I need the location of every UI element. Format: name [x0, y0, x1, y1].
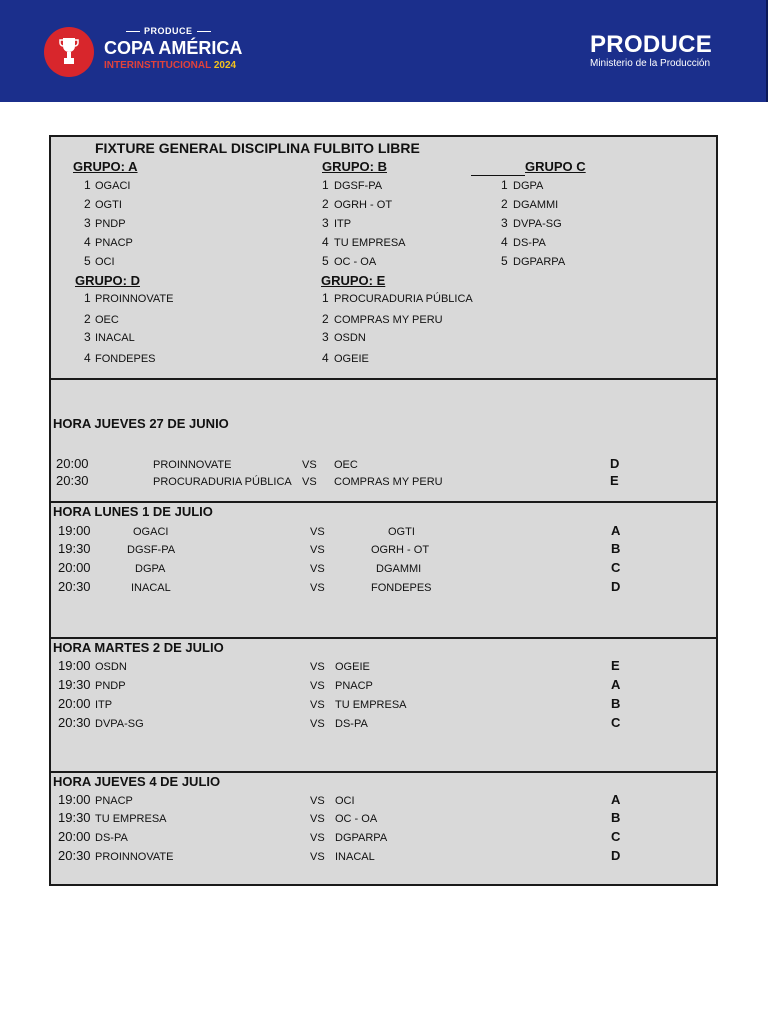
trophy-icon [59, 36, 79, 66]
match-home: DGPA [135, 563, 166, 575]
group-a-num-1: 1 [84, 178, 91, 192]
match-group: D [611, 579, 621, 594]
match-time: 19:30 [58, 810, 91, 825]
match-home: PROCURADURIA PÚBLICA [153, 476, 292, 488]
match-away: OGRH - OT [371, 544, 430, 556]
match-vs: VS [302, 459, 317, 471]
group-c-team-4: DS-PA [513, 237, 546, 249]
match-away: DGAMMI [376, 563, 422, 575]
group-c-team-1: DGPA [513, 180, 544, 192]
match-group: C [611, 560, 621, 575]
group-a-label: GRUPO: A [73, 159, 138, 174]
group-d-team-4: FONDEPES [95, 353, 156, 365]
group-c-num-4: 4 [501, 235, 508, 249]
match-home: PNDP [95, 680, 126, 692]
match-home: OSDN [95, 661, 127, 673]
group-e-team-3: OSDN [334, 332, 366, 344]
match-group: C [611, 829, 621, 844]
match-group: B [611, 696, 621, 711]
group-e-team-1: PROCURADURIA PÚBLICA [334, 293, 473, 305]
match-group: C [611, 715, 621, 730]
match-vs: VS [310, 563, 325, 575]
group-c-label: GRUPO C [525, 159, 586, 174]
fixture-title: FIXTURE GENERAL DISCIPLINA FULBITO LIBRE [95, 140, 420, 156]
day-title-jueves-4: HORA JUEVES 4 DE JULIO [53, 774, 221, 789]
match-away: PNACP [335, 680, 373, 692]
match-away: INACAL [335, 851, 375, 863]
group-e-num-2: 2 [322, 312, 329, 326]
group-b-num-2: 2 [322, 197, 329, 211]
group-a-num-3: 3 [84, 216, 91, 230]
group-a-num-2: 2 [84, 197, 91, 211]
match-away: TU EMPRESA [335, 699, 407, 711]
match-away: OC - OA [335, 813, 378, 825]
match-vs: VS [310, 699, 325, 711]
group-d-label: GRUPO: D [75, 273, 140, 288]
match-group: D [611, 848, 621, 863]
match-vs: VS [310, 526, 325, 538]
fixture-sheet [49, 135, 718, 886]
match-time: 20:30 [58, 848, 91, 863]
match-away: DGPARPA [335, 832, 388, 844]
group-e-num-3: 3 [322, 330, 329, 344]
match-home: DS-PA [95, 832, 128, 844]
group-b-team-2: OGRH - OT [334, 199, 393, 211]
match-home: PROINNOVATE [95, 851, 174, 863]
event-sub-text: INTERINSTITUCIONAL [104, 60, 212, 71]
group-d-num-3: 3 [84, 330, 91, 344]
match-home: PNACP [95, 795, 133, 807]
section-divider [49, 884, 718, 886]
group-c-team-5: DGPARPA [513, 256, 566, 268]
match-group: A [611, 677, 621, 692]
match-away: DS-PA [335, 718, 368, 730]
group-b-label: GRUPO: B [322, 159, 387, 174]
day-title-martes-2: HORA MARTES 2 DE JULIO [53, 640, 224, 655]
section-divider [49, 637, 718, 639]
match-home: TU EMPRESA [95, 813, 167, 825]
match-time: 19:30 [58, 541, 91, 556]
event-year: 2024 [213, 60, 237, 71]
group-e-num-4: 4 [322, 351, 329, 365]
event-top-label: PRODUCE [126, 26, 266, 36]
match-away: OGTI [388, 526, 415, 538]
match-group: B [611, 810, 621, 825]
match-time: 20:00 [56, 456, 89, 471]
match-time: 20:30 [58, 715, 91, 730]
match-vs: VS [310, 795, 325, 807]
section-divider [49, 771, 718, 773]
match-away: OEC [334, 459, 358, 471]
match-group: A [611, 792, 621, 807]
match-vs: VS [310, 718, 325, 730]
group-e-num-1: 1 [322, 291, 329, 305]
group-a-team-1: OGACI [95, 180, 131, 192]
section-divider [49, 378, 718, 380]
group-a-num-5: 5 [84, 254, 91, 268]
match-vs: VS [310, 544, 325, 556]
match-home: INACAL [131, 582, 171, 594]
brand-name: PRODUCE [590, 31, 713, 58]
day-title-lunes-1: HORA LUNES 1 DE JULIO [53, 504, 213, 519]
header-banner [0, 0, 768, 102]
group-b-team-1: DGSF-PA [334, 180, 383, 192]
match-vs: VS [310, 661, 325, 673]
group-a-team-3: PNDP [95, 218, 126, 230]
match-away: OGEIE [335, 661, 370, 673]
produce-brand [590, 32, 712, 70]
group-c-underline [471, 175, 525, 176]
event-name: COPA AMÉRICA [104, 38, 243, 58]
match-time: 20:30 [56, 473, 89, 488]
group-c-num-3: 3 [501, 216, 508, 230]
match-home: ITP [95, 699, 113, 711]
group-d-num-1: 1 [84, 291, 91, 305]
group-a-num-4: 4 [84, 235, 91, 249]
match-group: A [611, 523, 621, 538]
group-c-num-5: 5 [501, 254, 508, 268]
match-time: 19:30 [58, 677, 91, 692]
brand-subtitle: Ministerio de la Producción [590, 58, 711, 69]
group-b-team-3: ITP [334, 218, 352, 230]
match-time: 20:00 [58, 560, 91, 575]
group-c-team-3: DVPA-SG [513, 218, 562, 230]
match-vs: VS [302, 476, 317, 488]
match-time: 19:00 [58, 792, 91, 807]
match-vs: VS [310, 832, 325, 844]
group-a-team-5: OCI [95, 256, 115, 268]
match-home: DGSF-PA [127, 544, 176, 556]
match-vs: VS [310, 680, 325, 692]
group-b-num-1: 1 [322, 178, 329, 192]
match-away: FONDEPES [371, 582, 432, 594]
group-c-num-2: 2 [501, 197, 508, 211]
group-b-num-3: 3 [322, 216, 329, 230]
match-time: 19:00 [58, 658, 91, 673]
group-d-team-3: INACAL [95, 332, 135, 344]
group-e-team-2: COMPRAS MY PERU [334, 314, 443, 326]
match-time: 20:30 [58, 579, 91, 594]
match-group: D [610, 456, 620, 471]
group-e-label: GRUPO: E [321, 273, 386, 288]
group-c-num-1: 1 [501, 178, 508, 192]
day-title-jueves-27: HORA JUEVES 27 DE JUNIO [53, 416, 229, 431]
group-b-num-5: 5 [322, 254, 329, 268]
match-home: PROINNOVATE [153, 459, 232, 471]
match-home: DVPA-SG [95, 718, 144, 730]
event-subtitle [104, 60, 236, 71]
match-vs: VS [310, 813, 325, 825]
group-d-team-1: PROINNOVATE [95, 293, 174, 305]
match-vs: VS [310, 851, 325, 863]
match-vs: VS [310, 582, 325, 594]
match-home: OGACI [133, 526, 169, 538]
match-time: 19:00 [58, 523, 91, 538]
match-group: E [610, 473, 619, 488]
match-group: B [611, 541, 621, 556]
group-a-team-4: PNACP [95, 237, 133, 249]
group-a-team-2: OGTI [95, 199, 122, 211]
group-b-team-5: OC - OA [334, 256, 377, 268]
match-away: OCI [335, 795, 355, 807]
match-time: 20:00 [58, 696, 91, 711]
group-d-num-2: 2 [84, 312, 91, 326]
group-e-team-4: OGEIE [334, 353, 369, 365]
group-b-num-4: 4 [322, 235, 329, 249]
group-c-team-2: DGAMMI [513, 199, 559, 211]
group-b-team-4: TU EMPRESA [334, 237, 406, 249]
copa-america-logo [44, 27, 94, 77]
match-away: COMPRAS MY PERU [334, 476, 443, 488]
group-d-team-2: OEC [95, 314, 119, 326]
match-group: E [611, 658, 620, 673]
section-divider [49, 501, 718, 503]
group-d-num-4: 4 [84, 351, 91, 365]
match-time: 20:00 [58, 829, 91, 844]
